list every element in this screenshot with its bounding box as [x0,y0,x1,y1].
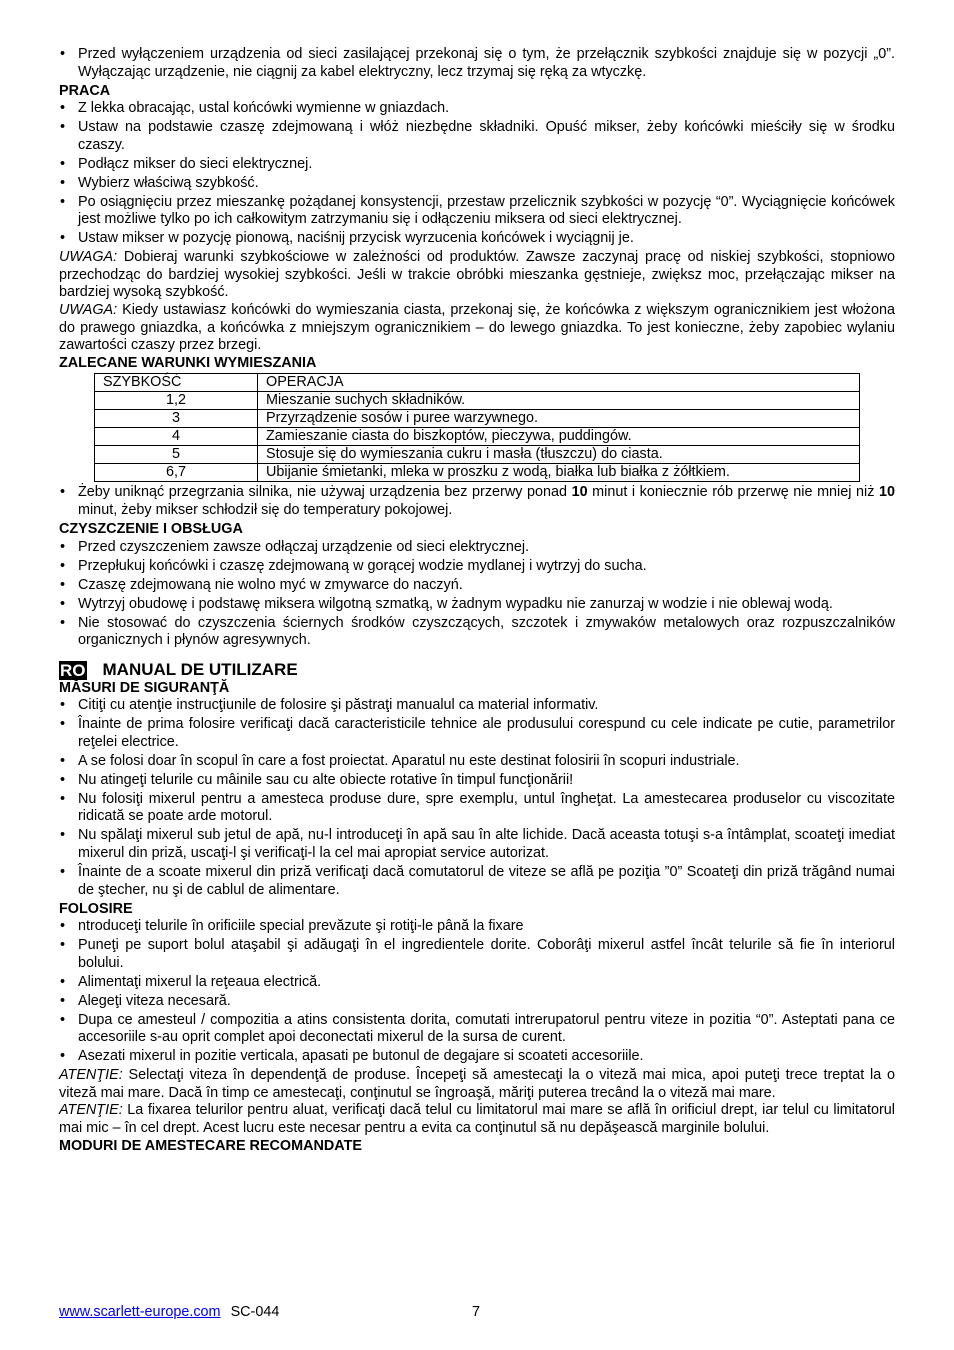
list-item: • Înainte de prima folosire verificaţi dacă caracteristicile tehnice ale produsului corespund cu cele indicate pe cutie, parametrilor reţelei electrice. [59,716,895,751]
document-page [59,46,895,1155]
table-cell: 1,2 [95,392,258,410]
section-heading-praca: PRACA [59,82,111,99]
list-item: • Puneţi pe suport bolul ataşabil şi adăugaţi în el ingredientele dorite. Coborâţi mixerul astfel încât telurile să fie în interiorul bolului. [59,937,895,972]
list-item: • Nu atingeţi telurile cu mâinile sau cu alte obiecte rotative în timpul funcţionării! [59,772,895,790]
ro-section-header [59,661,895,680]
table-cell: 3 [95,410,258,428]
speed-table [94,373,860,482]
table-row [95,446,860,464]
table-cell: Stosuje się do wymieszania cukru i masła (tłuszczu) do ciasta. [258,446,860,464]
table-cell: Ubijanie śmietanki, mleka w proszku z wodą, białka lub białka z żółtkiem. [258,464,860,482]
note-paragraph [59,249,895,302]
list-item: • Asezati mixerul in pozitie verticala, apasati pe butonul de degajare si scoateti accesoriile. [59,1048,895,1066]
list-item: • Podłącz mikser do sieci elektrycznej. [59,156,895,174]
list-item: • Wybierz właściwą szybkość. [59,175,895,193]
list-item: • Ustaw mikser w pozycję pionową, naciśnij przycisk wyrzucenia końcówek i wyciągnij je. [59,230,895,248]
page-footer [59,1304,895,1320]
text-run: minut, żeby mikser schłodził się do temperatury pokojowej. [78,502,453,519]
list-item: • A se folosi doar în scopul în care a fost proiectat. Aparatul nu este destinat folosirii în scopuri industriale. [59,753,895,771]
bold-number: 10 [571,484,588,501]
language-badge: RO [60,660,86,680]
list-item: • Przepłukuj końcówki i czaszę zdejmowaną w gorącej wodzie mydlanej i wytrzyj do sucha. [59,558,895,576]
table-header-row [95,374,860,392]
page-number: 7 [472,1304,481,1320]
table-row [95,428,860,446]
table-cell: 6,7 [95,464,258,482]
note-paragraph [59,1067,895,1102]
list-item: • Wytrzyj obudowę i podstawę miksera wilgotną szmatką, w żadnym wypadku nie zanurzaj w wodzie i nie oblewaj wodą. [59,596,895,614]
section-heading-modes: MODURI DE AMESTECARE RECOMANDATE [59,1137,363,1154]
list-item: • Înainte de a scoate mixerul din priză verificaţi dacă comutatorul de viteze se află pe poziţia ”0” Scoateţi din priză trăgând numai de ştecher, nu şi de cablul de alimentare. [59,864,895,899]
text-run: Żeby uniknąć przegrzania silnika, nie używaj urządzenia bez przerwy ponad [78,484,572,501]
note-label: UWAGA: [59,249,118,266]
list-item: • Z lekka obracając, ustal końcówki wymienne w gniazdach. [59,100,895,118]
website-link[interactable]: www.scarlett-europe.com [59,1304,221,1320]
list-item: • Dupa ce amesteul / compozitia a atins consistenta dorita, comutati intrerupatorul pentru viteze in pozitia “0”. Asteptati pana ce accesoriile s-au oprit complet apoi deconectati mixerul de la sursa de curent. [59,1012,895,1047]
list-item: • Alimentaţi mixerul la reţeaua electrică. [59,974,895,992]
table-header-cell: OPERACJA [258,374,860,392]
ro-safety-list [59,697,895,899]
table-cell: Zamieszanie ciasta do biszkoptów, pieczywa, puddingów. [258,428,860,446]
pl-praca-list [59,100,895,248]
note-text: Kiedy ustawiasz końcówki do wymieszania ciasta, przekonaj się, że końcówka z większym ogranicznikiem jest włożona do prawego gniazdka, a końcówka z mniejszym ogranicznikiem – do lewego gniazdka. To jest konieczne, żeby zapobiec wylaniu zawartości czaszy przez brzegi. [59,302,895,354]
list-item: • Po osiągnięciu przez mieszankę pożądanej konsystencji, przestaw przelicznik szybkości w pozycję “0”. Wyciągnięcie końcówek jest możliwe tylko po ich całkowitym zatrzymaniu się i odłączeniu miksera od sieci elektrycznej. [59,194,895,229]
section-heading-use: FOLOSIRE [59,900,133,917]
list-item: • Przed czyszczeniem zawsze odłączaj urządzenie od sieci elektrycznej. [59,539,895,557]
pl-cleaning-list [59,539,895,650]
table-row [95,410,860,428]
note-text: Selectaţi viteza în dependenţă de produse. Începeţi să amestecaţi la o viteză mai mica, apoi puteţi trece treptat la o viteză mai mare. Dacă în timp ce amestecaţi, conţinutul se îngroaşă, măriţi puterea trecând la o viteză mai mare. [59,1067,895,1101]
table-cell: 5 [95,446,258,464]
table-cell: Przyrządzenie sosów i puree warzywnego. [258,410,860,428]
bold-number: 10 [878,484,895,501]
note-paragraph [59,302,895,355]
table-row [95,392,860,410]
note-label: UWAGA: [59,302,118,319]
list-item: • Przed wyłączeniem urządzenia od sieci zasilającej przekonaj się o tym, że przełącznik szybkości znajduje się w pozycji „0”. Wyłączając urządzenie, nie ciągnij za kabel elektryczny, lecz trzymaj się ręką za wtyczkę. [59,46,895,81]
section-heading-safety: MĂSURI DE SIGURANŢĂ [59,679,230,696]
table-header-cell: SZYBKOŚĆ [95,374,258,392]
list-item: • Czaszę zdejmowaną nie wolno myć w zmywarce do naczyń. [59,577,895,595]
section-title: MANUAL DE UTILIZARE [102,660,298,680]
section-heading-cleaning: CZYSZCZENIE I OBSŁUGA [59,521,243,537]
list-item: • Citiţi cu atenţie instrucţiunile de folosire şi păstraţi manualul ca material informativ. [59,697,895,715]
text-run: minut i koniecznie rób przerwę nie mniej niż [587,484,879,501]
pl-intro-list [59,46,895,81]
note-label: ATENŢIE: [59,1102,123,1119]
list-item: • Alegeţi viteza necesară. [59,993,895,1011]
pl-overheat-list [59,484,895,519]
note-label: ATENŢIE: [59,1067,123,1084]
list-item: • ntroduceţi telurile în orificiile special prevăzute şi rotiţi-le până la fixare [59,918,895,936]
section-heading-table: ZALECANE WARUNKI WYMIESZANIA [59,354,317,371]
table-row [95,464,860,482]
table-cell: Mieszanie suchych składników. [258,392,860,410]
note-text: La fixarea telurilor pentru aluat, verificaţi dacă telul cu limitatorul mai mare se află în orificiul drept, iar telul cu limitatorul mai mic – în cel drept. Acest lucru este necesar pentru a evita ca conţinutul să nu depăşească marginile bolului. [59,1102,895,1137]
model-number: SC-044 [230,1304,280,1320]
list-item: • Ustaw na podstawie czaszę zdejmowaną i włóż niezbędne składniki. Opuść mikser, żeby końcówki mieściły się w środku czaszy. [59,119,895,154]
list-item: • Nu spălaţi mixerul sub jetul de apă, nu-l introduceţi în apă sau în alte lichide. Dacă aceasta totuşi s-a întâmplat, scoateţi imediat mixerul din priză, uscaţi-l şi verificaţi-l la cel mai apropiat service autorizat. [59,827,895,862]
list-item: • Nie stosować do czyszczenia ściernych środków czyszczących, szczotek i zmywaków metalowych oraz rozpuszczalników organicznych i płynów agresywnych. [59,615,895,650]
ro-use-list [59,918,895,1066]
note-paragraph [59,1102,895,1137]
note-text: Dobieraj warunki szybkościowe w zależności od produktów. Zawsze zaczynaj pracę od niskiej szybkości, stopniowo przechodząc do bardziej wysokiej szybkości. Jeśli w trakcie obróbki mieszanka gęstnieje, zwiększ moc, przełączając mikser na bardziej wysoką szybkość. [59,249,895,301]
table-cell: 4 [95,428,258,446]
list-item [59,484,895,519]
list-item: • Nu folosiţi mixerul pentru a amesteca produse dure, spre exemplu, untul îngheţat. La amestecarea produselor cu viscozitate ridicată se poate arde motorul. [59,791,895,826]
